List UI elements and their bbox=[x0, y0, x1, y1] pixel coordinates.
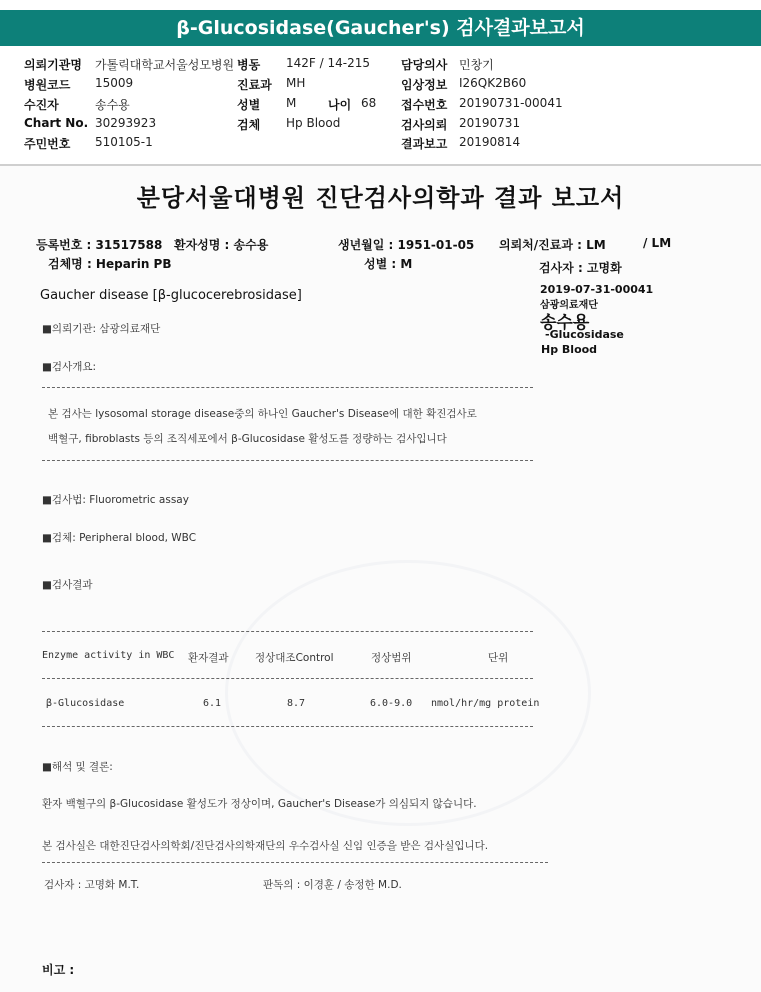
label-result-report: 결과보고 bbox=[401, 137, 448, 151]
certification-text: 본 검사실은 대한진단검사의학회/진단검사의학재단의 우수검사실 신임 인증을 받은 검사실입니다. bbox=[42, 840, 489, 852]
requesting-org: ■의뢰기관: 삼광의료재단 bbox=[42, 323, 161, 335]
label-attending-doctor: 담당의사 bbox=[401, 58, 448, 72]
label-specimen: 검체 bbox=[237, 118, 261, 132]
label-department: 진료과 bbox=[237, 78, 272, 92]
faint-seal-watermark bbox=[225, 560, 591, 826]
stamp-patient-name: 송수용 bbox=[540, 313, 590, 333]
table-header-enzyme: Enzyme activity in WBC bbox=[42, 650, 175, 661]
label-receipt-no: 접수번호 bbox=[401, 98, 448, 112]
value-age: 68 bbox=[361, 96, 377, 110]
date-of-birth: 생년월일 : 1951-01-05 bbox=[338, 238, 475, 252]
interpretation-text: 환자 백혈구의 β-Glucosidase 활성도가 정상이며, Gaucher's Disease가 의심되지 않습니다. bbox=[42, 798, 477, 810]
stamp-institution: 삼광의료재단 bbox=[540, 300, 598, 311]
stamp-receipt-no: 2019-07-31-00041 bbox=[540, 283, 654, 296]
value-resident-no: 510105-1 bbox=[95, 135, 153, 149]
label-clinical-info: 임상정보 bbox=[401, 78, 448, 92]
label-age: 나이 bbox=[328, 98, 352, 112]
test-name: Gaucher disease [β-glucocerebrosidase] bbox=[40, 288, 302, 303]
label-chart-no: Chart No. bbox=[24, 116, 89, 130]
overview-heading: ■검사개요: bbox=[42, 361, 97, 373]
value-receipt-no: 20190731-00041 bbox=[459, 96, 563, 110]
stamp-test: -Glucosidase bbox=[545, 328, 624, 341]
footer-reviewer: 판독의 : 이경훈 / 송정한 M.D. bbox=[263, 879, 402, 891]
value-test-request: 20190731 bbox=[459, 116, 521, 130]
value-patient: 송수용 bbox=[95, 98, 130, 112]
table-header-unit: 단위 bbox=[488, 652, 509, 664]
registration-number: 등록번호 : 31517588 bbox=[36, 238, 163, 252]
value-department: MH bbox=[286, 76, 306, 90]
value-result-report: 20190814 bbox=[459, 135, 521, 149]
divider bbox=[42, 387, 533, 388]
report-title: 분당서울대병원 진단검사의학과 결과 보고서 bbox=[136, 184, 625, 212]
value-sex: M bbox=[286, 96, 297, 110]
divider bbox=[42, 726, 533, 727]
table-header-control: 정상대조Control bbox=[255, 652, 334, 664]
value-ward: 142F / 14-215 bbox=[286, 56, 370, 70]
report-banner bbox=[0, 10, 761, 46]
value-specimen: Hp Blood bbox=[286, 116, 341, 130]
label-resident-no: 주민번호 bbox=[24, 137, 71, 151]
divider bbox=[42, 460, 533, 461]
label-sex: 성별 bbox=[237, 98, 261, 112]
specimen-section: ■검체: Peripheral blood, WBC bbox=[42, 532, 197, 544]
value-clinical-info: I26QK2B60 bbox=[459, 76, 527, 90]
examiner: 검사자 : 고명화 bbox=[539, 261, 622, 275]
interpretation-heading: ■해석 및 결론: bbox=[42, 761, 113, 773]
cell-patient-result: 6.1 bbox=[203, 698, 222, 709]
divider bbox=[42, 631, 533, 632]
value-requesting-hospital: 가톨릭대학교서울성모병원 bbox=[95, 58, 235, 72]
table-header-patient: 환자결과 bbox=[188, 652, 229, 664]
remarks: 비고 : bbox=[42, 963, 75, 977]
method: ■검사법: Fluorometric assay bbox=[42, 494, 189, 506]
overview-line-2: 백혈구, fibroblasts 등의 조직세포에서 β-Glucosidase 활성도를 정량하는 검사입니다 bbox=[48, 433, 447, 445]
cell-normal-range: 6.0-9.0 bbox=[370, 698, 413, 709]
patient-name: 환자성명 : 송수용 bbox=[174, 238, 269, 252]
footer-examiner: 검사자 : 고명화 M.T. bbox=[44, 879, 140, 891]
cell-enzyme: β-Glucosidase bbox=[46, 698, 125, 709]
results-heading: ■검사결과 bbox=[42, 579, 93, 591]
banner-title: β-Glucosidase(Gaucher's) 검사결과보고서 bbox=[176, 17, 585, 39]
overview-line-1: 본 검사는 lysosomal storage disease중의 하나인 Gaucher's Disease에 대한 확진검사로 bbox=[48, 408, 477, 420]
value-chart-no: 30293923 bbox=[95, 116, 157, 130]
label-patient: 수진자 bbox=[24, 98, 59, 112]
patient-sex: 성별 : M bbox=[364, 257, 413, 271]
stamp-specimen: Hp Blood bbox=[541, 343, 598, 356]
label-hospital-code: 병원코드 bbox=[24, 78, 71, 92]
table-header-range: 정상범위 bbox=[371, 652, 412, 664]
value-hospital-code: 15009 bbox=[95, 76, 134, 90]
label-test-request: 검사의뢰 bbox=[401, 118, 448, 132]
referrer-department: / LM bbox=[643, 236, 672, 250]
cell-control: 8.7 bbox=[287, 698, 306, 709]
cell-unit: nmol/hr/mg protein bbox=[431, 698, 540, 709]
label-requesting-hospital: 의뢰기관명 bbox=[24, 58, 82, 72]
referrer: 의뢰처/진료과 : LM bbox=[499, 238, 606, 252]
specimen-name: 검체명 : Heparin PB bbox=[48, 257, 172, 271]
divider bbox=[42, 862, 548, 863]
divider bbox=[42, 678, 533, 679]
label-ward: 병동 bbox=[237, 58, 261, 72]
value-attending-doctor: 민창기 bbox=[459, 58, 494, 72]
